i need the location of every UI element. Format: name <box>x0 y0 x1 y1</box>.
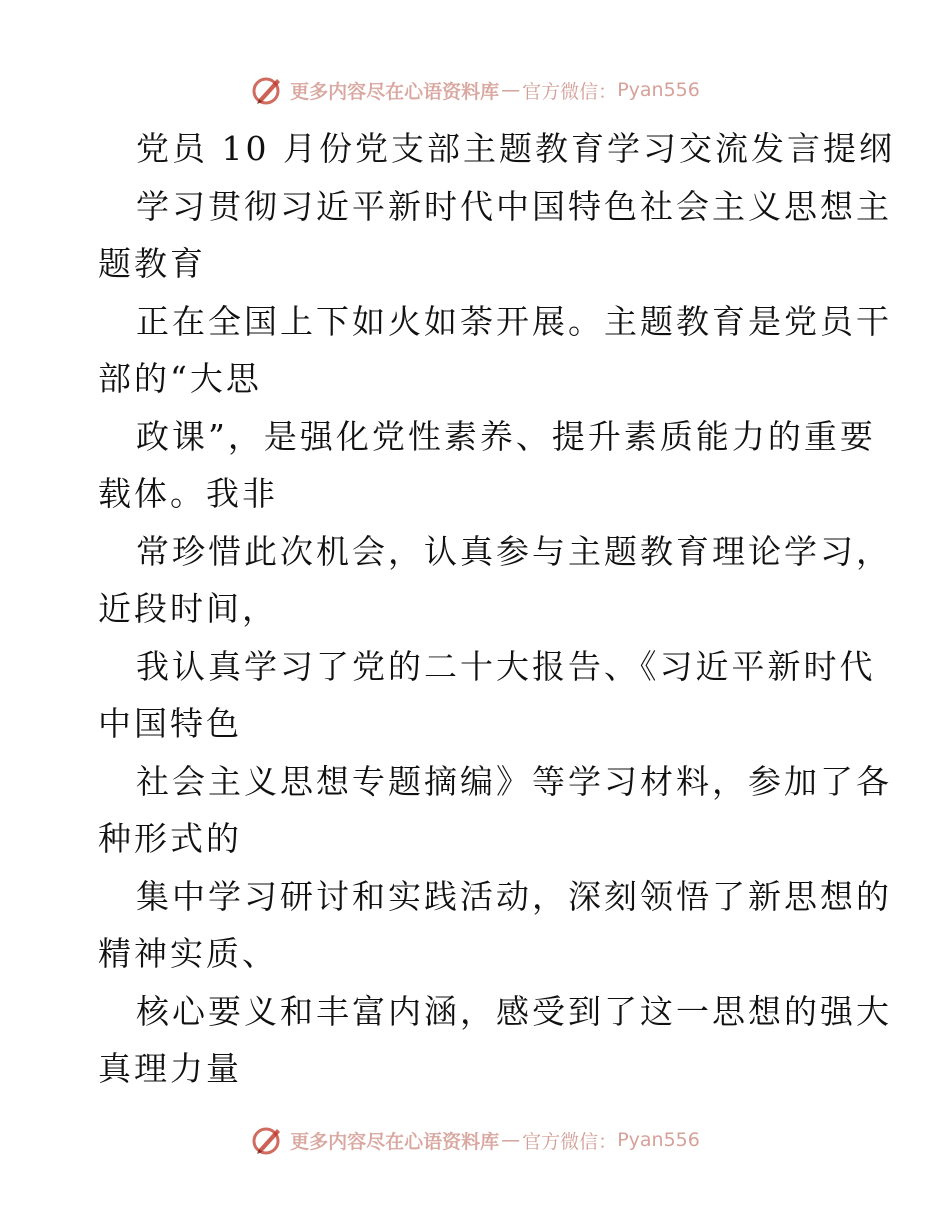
text-line: 政课”，是强化党性素养、提升素质能力的重要 <box>136 416 876 456</box>
watermark-site-text: 更多内容尽在心语资料库 <box>290 1130 500 1153</box>
text-line: 党员 10 月份党支部主题教育学习交流发言提纲 <box>136 129 895 168</box>
text-line: 核心要义和丰富内涵，感受到了这一思想的强大 <box>136 991 892 1031</box>
text-line: 部的“大思 <box>98 359 262 398</box>
text-line: 载体。我非 <box>98 474 278 513</box>
text-line: 常珍惜此次机会，认真参与主题教育理论学习， <box>136 531 892 571</box>
watermark-wechat-id: Pyan556 <box>617 1129 700 1151</box>
text-line: 学习贯彻习近平新时代中国特色社会主义思想主 <box>136 186 892 226</box>
text-line: 近段时间， <box>98 589 278 628</box>
text-line: 中国特色 <box>98 704 242 743</box>
watermark-wechat-label: 官方微信： <box>522 1130 618 1153</box>
watermark-site-text: 更多内容尽在心语资料库 <box>290 80 500 103</box>
watermark-wechat-label: 官方微信： <box>522 80 618 103</box>
text-line: 种形式的 <box>98 819 242 858</box>
text-line: 社会主义思想专题摘编》等学习材料，参加了各 <box>136 761 892 801</box>
text-line: 正在全国上下如火如荼开展。主题教育是党员干 <box>136 301 892 341</box>
text-line: 集中学习研讨和实践活动，深刻领悟了新思想的 <box>136 876 892 916</box>
header-watermark <box>0 70 950 110</box>
watermark-separator: — <box>501 1129 521 1151</box>
text-line: 真理力量 <box>98 1049 242 1088</box>
text-line: 我认真学习了党的二十大报告、《习近平新时代 <box>136 646 876 686</box>
pen-circle-logo-icon <box>250 73 284 107</box>
document-body <box>98 120 895 1098</box>
watermark-separator: — <box>501 79 521 101</box>
watermark-wechat-id: Pyan556 <box>617 79 700 101</box>
text-line: 题教育 <box>98 244 206 283</box>
footer-watermark <box>0 1120 950 1160</box>
text-line: 精神实质、 <box>98 934 278 973</box>
pen-circle-logo-icon <box>250 1123 284 1157</box>
